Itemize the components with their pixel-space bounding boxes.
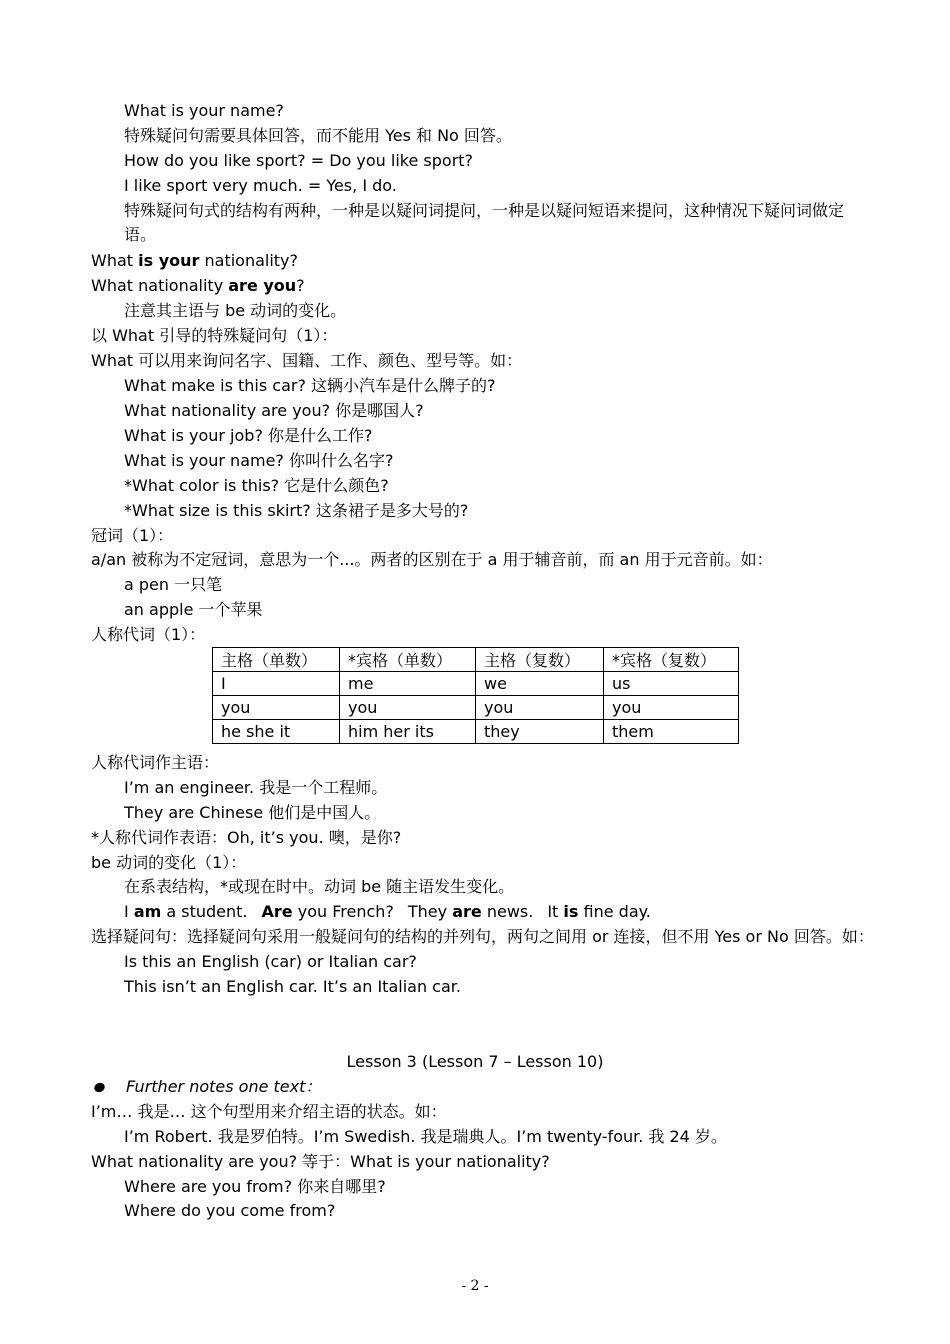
example-line: an apple 一个苹果 (124, 600, 263, 619)
example-line: *What size is this skirt? 这条裙子是多大号的? (124, 501, 469, 520)
example-line: This isn’t an English car. It’s an Italian car. (124, 977, 461, 996)
table-row (213, 720, 739, 744)
example-line: a pen 一只笔 (124, 575, 223, 594)
text-line: 选择疑问句：选择疑问句采用一般疑问句的结构的并列句，两句之间用 or 连接，但不用 Yes or No 回答。如： (91, 927, 874, 946)
table-header-cell: 主格（复数） (476, 648, 604, 672)
table-cell: you (213, 696, 340, 720)
page-number: - 2 - (461, 1278, 489, 1294)
table-row (213, 672, 739, 696)
bold-text: Are (261, 902, 293, 921)
text-run: fine day. (578, 902, 651, 921)
section-heading: 人称代词（1）： (91, 625, 206, 644)
table-cell: us (604, 672, 739, 696)
text-run: ? (296, 276, 305, 295)
table-cell: him her its (340, 720, 476, 744)
text-line: What nationality are you? 等于：What is your nationality? (91, 1152, 550, 1171)
text-run: It (547, 902, 564, 921)
table-header-cell: *宾格（复数） (604, 648, 739, 672)
example-line: Where are you from? 你来自哪里? (124, 1177, 386, 1196)
bullet-icon (93, 1081, 107, 1094)
example-line: What is your name? 你叫什么名字? (124, 451, 394, 470)
table-row (213, 696, 739, 720)
bold-text: is (563, 902, 579, 921)
text-line: What is your name? (124, 101, 284, 120)
section-heading: 冠词（1）： (91, 526, 174, 545)
text-line (91, 274, 305, 298)
bold-text: am (133, 902, 162, 921)
text-run: you French? (292, 902, 394, 921)
text-line: I’m… 我是… 这个句型用来介绍主语的状态。如： (91, 1102, 447, 1121)
text-line: I like sport very much. = Yes, I do. (124, 176, 397, 195)
text-line: 特殊疑问句需要具体回答，而不能用 Yes 和 No 回答。 (124, 126, 512, 145)
example-line: What nationality are you? 你是哪国人? (124, 401, 424, 420)
bold-text: are you (228, 276, 297, 295)
example-line: What make is this car? 这辆小汽车是什么牌子的? (124, 376, 496, 395)
table-cell: we (476, 672, 604, 696)
bold-text: are (452, 902, 482, 921)
pronoun-table (212, 647, 739, 744)
text-run: What nationality (91, 276, 229, 295)
text-line: 注意其主语与 be 动词的变化。 (124, 301, 347, 320)
text-run: What (91, 251, 139, 270)
text-line: *人称代词作表语：Oh, it’s you. 噢，是你? (91, 828, 402, 847)
text-line: How do you like sport? = Do you like sport? (124, 151, 474, 170)
text-line: What 可以用来询问名字、国籍、工作、颜色、型号等。如： (91, 351, 523, 370)
section-heading: 以 What 引导的特殊疑问句（1）： (91, 326, 338, 345)
bold-text: is your (138, 251, 200, 270)
table-header-row (213, 648, 739, 672)
example-line: Where do you come from? (124, 1201, 336, 1220)
table-cell: I (213, 672, 340, 696)
example-line: Is this an English (car) or Italian car? (124, 952, 417, 971)
table-cell: you (476, 696, 604, 720)
table-cell: they (476, 720, 604, 744)
text-run: a student. (161, 902, 248, 921)
text-line (91, 249, 298, 273)
text-paragraph: 特殊疑问句式的结构有两种，一种是以疑问词提问，一种是以疑问短语来提问，这种情况下疑问词做定语。 (124, 201, 845, 244)
example-line: *What color is this? 它是什么颜色? (124, 476, 389, 495)
lesson-title: Lesson 3 (Lesson 7 – Lesson 10) (346, 1052, 604, 1071)
table-header-cell: *宾格（单数） (340, 648, 476, 672)
example-line: They are Chinese 他们是中国人。 (124, 803, 381, 822)
text-run: news. (481, 902, 534, 921)
table-cell: them (604, 720, 739, 744)
section-heading: 人称代词作主语： (91, 753, 220, 772)
table-cell: he she it (213, 720, 340, 744)
example-line: What is your job? 你是什么工作? (124, 426, 373, 445)
section-heading: be 动词的变化（1）： (91, 853, 247, 872)
italic-text: Further notes one text： (126, 1077, 322, 1096)
table-cell: me (340, 672, 476, 696)
bullet-line (91, 1075, 321, 1099)
text-line: a/an 被称为不定冠词，意思为一个...。两者的区别在于 a 用于辅音前，而 an 用于元音前。如： (91, 550, 773, 569)
text-run: They (407, 902, 453, 921)
text-line: 在系表结构，*或现在时中。动词 be 随主语发生变化。 (124, 877, 515, 896)
example-line: I’m Robert. 我是罗伯特。I’m Swedish. 我是瑞典人。I’m twenty-four. 我 24 岁。 (124, 1127, 727, 1146)
example-line: I’m an engineer. 我是一个工程师。 (124, 778, 388, 797)
table-cell: you (604, 696, 739, 720)
text-run: I (124, 902, 134, 921)
text-run: nationality? (199, 251, 299, 270)
table-cell: you (340, 696, 476, 720)
example-line (124, 900, 651, 924)
table-header-cell: 主格（单数） (213, 648, 340, 672)
